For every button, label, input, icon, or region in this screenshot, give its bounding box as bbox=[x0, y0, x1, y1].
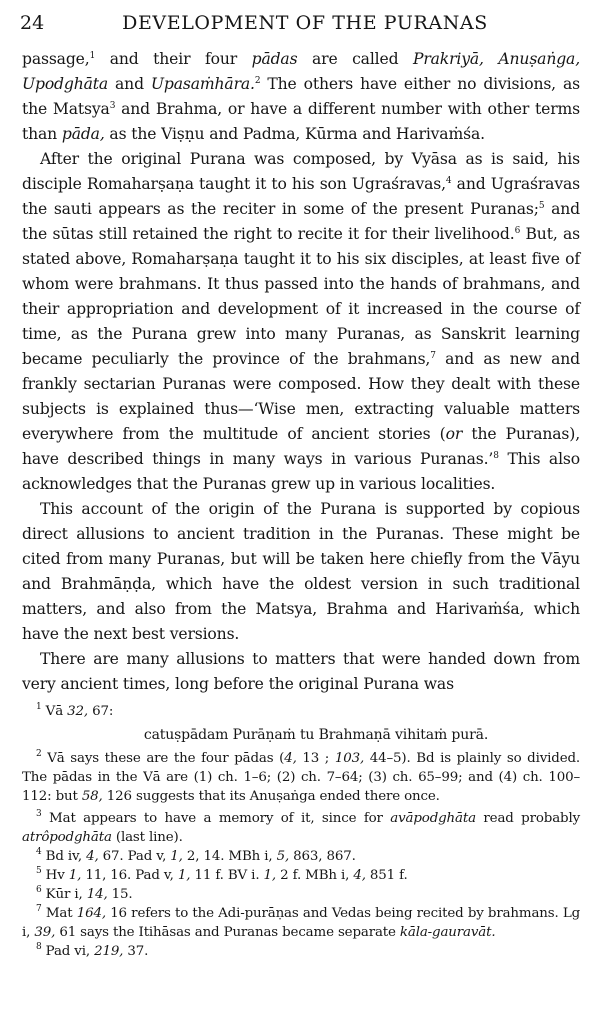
footnote-ref-2[interactable]: 2 bbox=[254, 76, 261, 86]
running-title: DEVELOPMENT OF THE PURANAS bbox=[122, 12, 488, 34]
footnote-1-verse: catuṣpādam Purāṇaṁ tu Brahmaṇā vihitaṁ purā. bbox=[143, 727, 489, 743]
footnote-3: $^3$ Mat appears to have a memory of it, since for avāpodghāta read probably atrôpodghāta (last line). bbox=[22, 809, 580, 845]
main-text bbox=[22, 47, 580, 697]
running-head bbox=[18, 10, 582, 36]
footnote-ref-6[interactable]: 6 bbox=[514, 226, 521, 236]
page-number: 24 bbox=[20, 12, 45, 34]
footnote-4: $^4$ Bd iv, 4, 67. Pad v, 1, 2, 14. MBh i, 5, 863, 867. bbox=[36, 847, 356, 864]
footnote-ref-5[interactable]: 5 bbox=[538, 201, 545, 211]
paragraph-2: After the original Purana was composed, by Vyāsa as is said, his disciple Romaharṣaṇa taught it to his son Ugraśravas,$^4$ and Ugraśravas the sauti appears as the reciter in some of the present Puranas;$^5$ and the sūtas still retained the right to recite it for their livelihood.$^6$ But, as stated above, Romaharṣaṇa taught it to his six disciples, at least five of whom were brahmans. It thus passed into the hands of brahmans, and their appropriation and development of it increased in the course of time, as the Purana grew into many Puranas, as Sanskrit learning became peculiarly the province of the brahmans,$^7$ and as new and frankly sectarian Puranas were composed. How they dealt with these subjects is explained thus—‘Wise men, extracting valuable matters everywhere from the multitude of ancient stories (or the Puranas), have described things in many ways in various Puranas.’$^8$ This also acknowledges that the Puranas grew up in various localities. bbox=[22, 150, 581, 493]
footnote-2: $^2$ Vā says these are the four pādas (4, 13 ; 103, 44–5). Bd is plainly so divided. The pādas in the Vā are (1) ch. 1–6; (2) ch. 7–64; (3) ch. 65–99; and (4) ch. 100–112: but 58, 126 suggests that its Anuṣaṅga ended there once. bbox=[22, 749, 581, 804]
footnote-ref-7[interactable]: 7 bbox=[430, 351, 436, 361]
paragraph-4: There are many allusions to matters that were handed down from very ancient times, long before the original Purana was bbox=[22, 650, 580, 693]
footnote-ref-8[interactable]: 8 bbox=[493, 451, 499, 461]
footnotes bbox=[22, 702, 580, 961]
footnote-5: $^5$ Hv 1, 11, 16. Pad v, 1, 11 f. BV i. 1, 2 f. MBh i, 4, 851 f. bbox=[36, 866, 408, 883]
footnote-ref-1[interactable]: 1 bbox=[89, 51, 96, 61]
footnote-7: $^7$ Mat 164, 16 refers to the Adi-purāṇas and Vedas being recited by brahmans. Lg i, 39, 61 says the Itihāsas and Puranas became separate kāla-gauravāt. bbox=[22, 904, 580, 940]
footnote-1: $^1$ Vā 32, 67: bbox=[36, 702, 114, 719]
footnote-ref-4[interactable]: 4 bbox=[445, 176, 452, 186]
paragraph-3: This account of the origin of the Purana is supported by copious direct allusions to ancient tradition in the Puranas. These might be cited from many Puranas, but will be taken here chiefly from the Vāyu and Brahmāṇḍa, which have the oldest version in such traditional matters, and also from the Matsya, Brahma and Harivaṁśa, which have the next best versions. bbox=[22, 500, 580, 643]
footnote-8: $^8$ Pad vi, 219, 37. bbox=[36, 942, 149, 959]
footnote-ref-3[interactable]: 3 bbox=[109, 101, 116, 111]
paragraph-1: passage,$^1$ and their four pādas are called Prakriyā, Anuṣaṅga, Upodghāta and Upasaṁhāra.$^2$ The others have either no divisions, as the Matsya$^3$ and Brahma, or have a different number with other terms than pāda, as the Viṣṇu and Padma, Kūrma and Harivaṁśa. bbox=[22, 50, 580, 143]
footnote-6: $^6$ Kūr i, 14, 15. bbox=[36, 885, 133, 902]
